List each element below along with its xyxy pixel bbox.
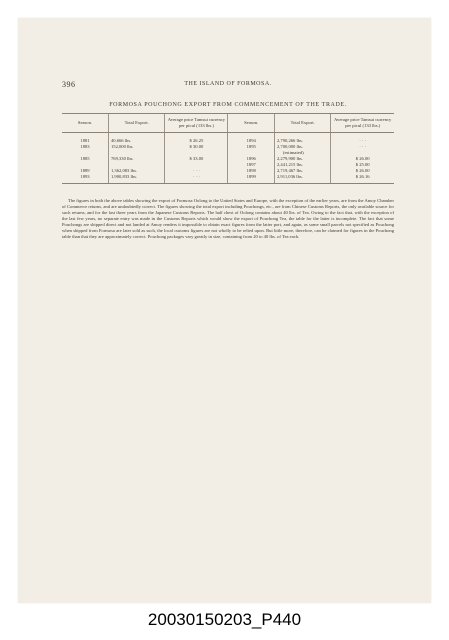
season-cell: 1896 <box>228 156 274 162</box>
column-header: Season. <box>62 114 108 133</box>
page-header <box>62 80 394 92</box>
column-header: Total Export. <box>274 114 330 133</box>
running-title: THE ISLAND OF FORMOSA. <box>184 81 272 87</box>
export-cell: 2,790,266 lbs. <box>274 133 330 145</box>
price-cell: $ 30.00 <box>165 144 228 150</box>
price-cell: $ 26.25 <box>165 133 228 145</box>
export-cell: 2,279,900 lbs. <box>274 156 330 162</box>
price-cell: $ 26.16 <box>331 174 394 184</box>
scanned-page <box>18 18 431 603</box>
column-header: Season. <box>228 114 274 133</box>
price-cell: $ 26.00 <box>331 168 394 174</box>
column-header: Total Export. <box>108 114 164 133</box>
table-row <box>62 133 394 145</box>
export-cell: 2,911,036 lbs. <box>274 174 330 184</box>
page-number: 396 <box>62 80 76 89</box>
export-cell: 1,362,083 lbs. <box>108 168 164 174</box>
export-cell: 1,900,833 lbs. <box>108 174 164 184</box>
season-cell: 1899 <box>228 174 274 184</box>
export-cell: 2,719,467 lbs. <box>274 168 330 174</box>
export-cell: 769,330 lbs. <box>108 156 164 162</box>
export-cell: 2,700,000 lbs. <box>274 144 330 150</box>
export-cell: 40,666 lbs. <box>108 133 164 145</box>
price-cell: $ 26.00 <box>331 156 394 162</box>
export-cell: 152,000 lbs. <box>108 144 164 150</box>
price-cell: · · · <box>165 168 228 174</box>
season-cell: 1898 <box>228 168 274 174</box>
season-cell: 1893 <box>62 174 108 184</box>
table-footnote: The figures in both the above tables showing the export of Formosa Oolong to the United States and Europe, with the exception of the earlier years, are from the Amoy Chamber of Commerce returns, and are undoubtedly correct. The figures showing the total export including Pouchongs, etc., are from Chinese Customs Reports, the only available source for such returns, and for the last three years from the Japanese Customs Reports. The half chest of Oolong contains about 40 lbs. of Tea. Owing to the fact that, with the exception of the last few years, no separate entry was made in the Customs Reports which would show the export of Pouchong Tea, the table for the latter is incomplete. The fact that some Pouchongs are shipped direct and not landed at Amoy renders it impossible to obtain exact figures from the latter port, and again, as some small parcels not specified as Pouchong when shipped from Formosa are later sold as such, the local customs figures are not wholly to be relied upon. But little more, therefore, can be claimed for figures in the Pouchong table than that they are approximately correct. Pouchong packages vary greatly in size, containing from 20 to 40 lbs. of Tea each. <box>62 198 394 239</box>
table-row <box>62 174 394 184</box>
column-header: Average price Tamsui currency per picul (133 lbs.) <box>331 114 394 133</box>
price-cell: · · · <box>331 133 394 145</box>
price-cell: · · · <box>331 144 394 150</box>
season-cell: 1881 <box>80 138 90 143</box>
season-cell: 1895 <box>228 144 274 150</box>
price-cell: · · · <box>165 174 228 184</box>
table-title: FORMOSA POUCHONG EXPORT FROM COMMENCEMENT OF THE TRADE. <box>109 102 347 108</box>
export-cell: 2,441,215 lbs. <box>274 162 330 168</box>
season-cell: 1894 <box>228 133 274 145</box>
season-cell: 1883 <box>80 144 90 149</box>
price-cell: $ 33.00 <box>165 156 228 162</box>
column-header: Average price Tamsui currency per picul (133 lbs.) <box>165 114 228 133</box>
table-header-row <box>62 114 394 133</box>
page-content <box>62 80 394 245</box>
season-cell: 1889 <box>80 168 90 173</box>
archive-id-label: 20030150203_P440 <box>147 610 302 629</box>
season-cell: 1885 <box>80 156 90 161</box>
season-cell: 1897 <box>228 162 274 168</box>
pouchong-export-table <box>62 113 394 184</box>
price-cell: $ 25.00 <box>331 162 394 168</box>
export-cell: (estimated) <box>274 150 330 156</box>
